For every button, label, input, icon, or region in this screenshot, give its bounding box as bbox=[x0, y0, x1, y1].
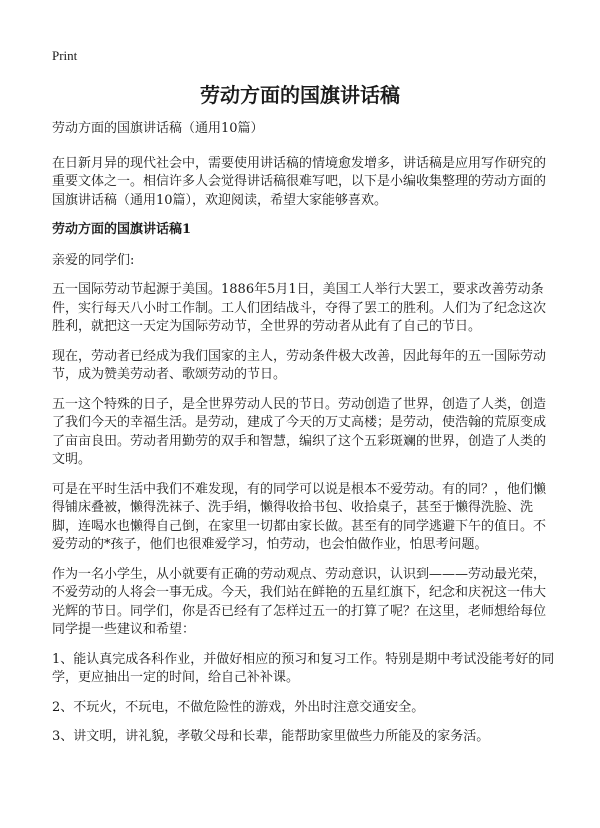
print-link[interactable]: Print bbox=[52, 48, 78, 63]
document-title: 劳动方面的国旗讲话稿 bbox=[200, 83, 400, 107]
body-paragraph: 作为一名小学生，从小就要有正确的劳动观点、劳动意识，认识到———劳动最光荣，不爱劳动的人将会一事无成。今天，我们站在鲜艳的五星红旗下，纪念和庆祝这一伟大光辉的节日。同学们，你是否已经有了怎样过五一的打算了呢？在这里，老师想给每位同学提一些建议和希望： bbox=[52, 566, 547, 637]
body-paragraph: 可是在平时生活中我们不难发现，有的同学可以说是根本不爱劳动。有的同？，他们懒得铺床叠被，懒得洗袜子、洗手绢，懒得收拾书包、收拾桌子，甚至于懒得洗脸、洗脚，连喝水也懒得自己倒，在家里一切都由家长做。甚至有的同学逃避下午的值日。不爱劳动的*孩子，他们也很难爱学习，怕劳动，也会怕做作业，怕思考问题。 bbox=[52, 481, 547, 552]
list-item: 2、不玩火，不玩电，不做危险性的游戏，外出时注意交通安全。 bbox=[52, 699, 425, 715]
section-heading: 劳动方面的国旗讲话稿1 bbox=[52, 222, 192, 237]
body-paragraph: 五一这个特殊的日子，是全世界劳动人民的节日。劳动创造了世界，创造了人类，创造了我们今天的幸福生活。是劳动，建成了今天的万丈高楼；是劳动，使浩翰的荒原变成了亩亩良田。劳动者用勤劳的双手和智慧，编织了这个五彩斑斓的世界，创造了人类的文明。 bbox=[52, 396, 547, 467]
body-paragraph: 五一国际劳动节起源于美国。1886年5月1日，美国工人举行大罢工，要求改善劳动条件，实行每天八小时工作制。工人们团结战斗，夺得了罢工的胜利。人们为了纪念这次胜利，就把这一天定为国际劳动节，全世界的劳动者从此有了自己的节日。 bbox=[52, 282, 547, 334]
intro-paragraph: 在日新月异的现代社会中，需要使用讲话稿的情境愈发增多，讲话稿是应用写作研究的重要文体之一。相信许多人会觉得讲话稿很难写吧，以下是小编收集整理的劳动方面的国旗讲话稿（通用10篇），欢迎阅读，希望大家能够喜欢。 bbox=[52, 155, 547, 208]
list-item: 1、能认真完成各科作业，并做好相应的预习和复习工作。特别是期中考试没能考好的同学，更应抽出一定的时间，给自己补补课。 bbox=[52, 651, 555, 685]
body-paragraph: 现在，劳动者已经成为我们国家的主人，劳动条件极大改善，因此每年的五一国际劳动节，成为赞美劳动者、歌颂劳动的节日。 bbox=[52, 348, 547, 382]
document-body bbox=[52, 120, 556, 758]
document-subtitle: 劳动方面的国旗讲话稿（通用10篇） bbox=[52, 121, 264, 136]
salutation: 亲爱的同学们: bbox=[52, 252, 135, 268]
list-item: 3、讲文明，讲礼貌，孝敬父母和长辈，能帮助家里做些力所能及的家务活。 bbox=[52, 729, 490, 744]
